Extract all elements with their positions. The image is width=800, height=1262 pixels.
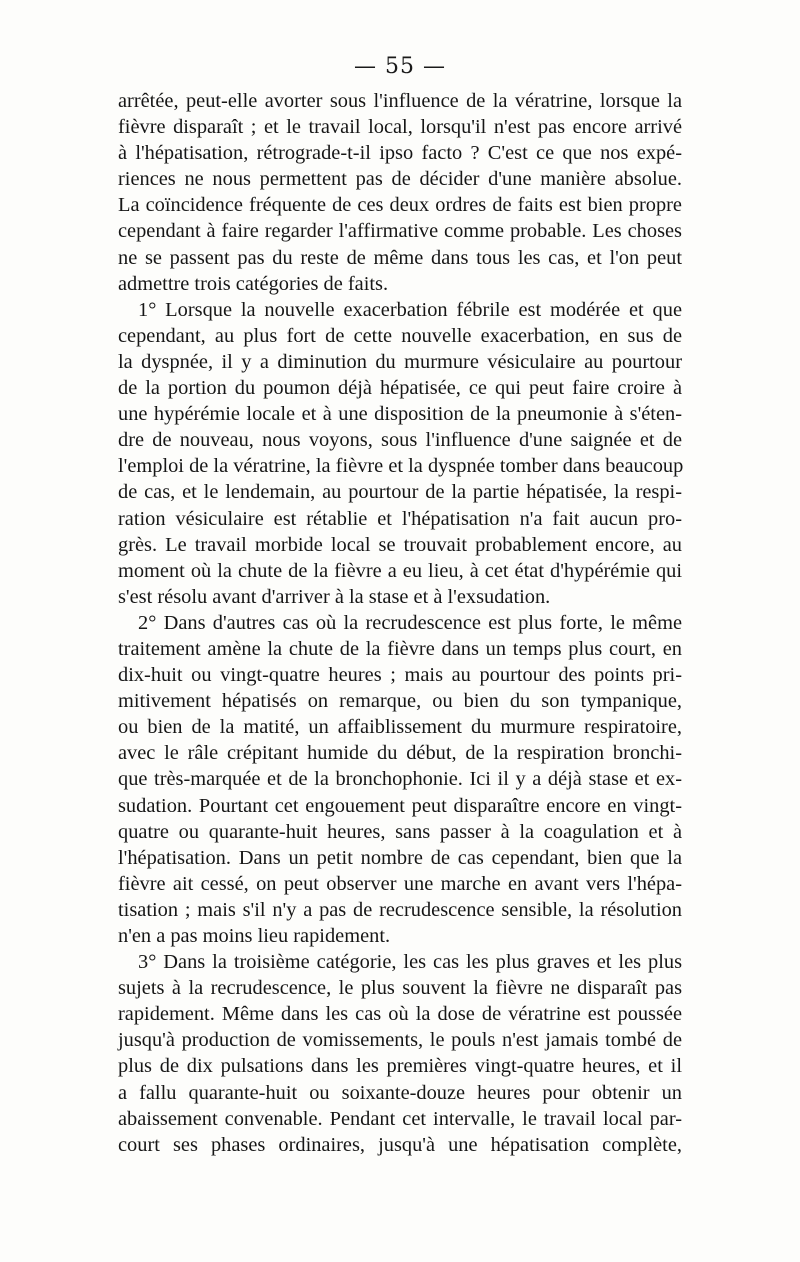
text-line: fièvre ait cessé, on peut observer une marche en avant vers l'hépa-	[118, 872, 682, 895]
text-line: cependant, au plus fort de cette nouvelle exacerbation, en sus de	[118, 324, 682, 347]
text-line: traitement amène la chute de la fièvre dans un temps plus court, en	[118, 637, 682, 660]
text-line: n'en a pas moins lieu rapidement.	[118, 925, 391, 947]
text-line: 1° Lorsque la nouvelle exacerbation fébrile est modérée et que	[138, 298, 682, 321]
text-line: tisation ; mais s'il n'y a pas de recrudescence sensible, la résolution	[118, 898, 682, 921]
text-line: s'est résolu avant d'arriver à la stase et à l'exsudation.	[118, 585, 551, 608]
text-line: ration vésiculaire est rétablie et l'hépatisation n'a fait aucun pro-	[118, 507, 682, 530]
text-line: court ses phases ordinaires, jusqu'à une hépatisation complète,	[118, 1133, 682, 1156]
text-line: arrêtée, peut-elle avorter sous l'influence de la vératrine, lorsque la	[118, 90, 682, 112]
text-line: que très-marquée et de la bronchophonie. Ici il y a déjà stase et ex-	[118, 768, 682, 791]
text-line: fièvre disparaît ; et le travail local, lorsqu'il n'est pas encore arrivé	[118, 116, 682, 139]
text-line: riences ne nous permettent pas de décider d'une manière absolue.	[118, 168, 682, 191]
text-line: sujets à la recrudescence, le plus souvent la fièvre ne disparaît pas	[118, 977, 682, 1000]
text-line: admettre trois catégories de faits.	[118, 272, 389, 295]
text-line: rapidement. Même dans les cas où la dose de vératrine est poussée	[118, 1003, 682, 1026]
text-line: mitivement hépatisés on remarque, ou bien du son tympanique,	[118, 690, 682, 713]
text-line: de la portion du poumon déjà hépatisée, ce qui peut faire croire à	[118, 377, 682, 400]
text-line: la dyspnée, il y a diminution du murmure vésiculaire au pourtour	[118, 350, 682, 373]
text-line: cependant à faire regarder l'affirmative comme probable. Les choses	[118, 220, 682, 243]
text-line: quatre ou quarante-huit heures, sans passer à la coagulation et à	[118, 820, 682, 843]
text-line: dix-huit ou vingt-quatre heures ; mais au pourtour des points pri-	[118, 664, 682, 687]
text-line: La coïncidence fréquente de ces deux ordres de faits est bien propre	[118, 194, 682, 217]
text-line: avec le râle crépitant humide du début, de la respiration bronchi-	[118, 742, 682, 765]
text-line: moment où la chute de la fièvre a eu lieu, à cet état d'hypérémie qui	[118, 559, 682, 582]
text-line: ou bien de la matité, un affaiblissement du murmure respiratoire,	[118, 716, 682, 739]
text-line: grès. Le travail morbide local se trouvait probablement encore, au	[118, 533, 682, 556]
text-line: 2° Dans d'autres cas où la recrudescence est plus forte, le même	[138, 611, 682, 634]
page-number: — 55 —	[354, 54, 446, 79]
text-line: jusqu'à production de vomissements, le pouls n'est jamais tombé de	[118, 1029, 682, 1052]
text-line: abaissement convenable. Pendant cet intervalle, le travail local par-	[118, 1107, 682, 1130]
text-line: sudation. Pourtant cet engouement peut disparaître encore en vingt-	[118, 794, 682, 817]
text-line: une hypérémie locale et à une disposition de la pneumonie à s'éten-	[118, 403, 682, 426]
text-line: à l'hépatisation, rétrograde-t-il ipso facto ? C'est ce que nos expé-	[118, 142, 682, 165]
text-line: plus de dix pulsations dans les premières vingt-quatre heures, et il	[118, 1055, 682, 1078]
text-line: de cas, et le lendemain, au pourtour de la partie hépatisée, la respi-	[118, 481, 682, 504]
text-line: dre de nouveau, nous voyons, sous l'influence d'une saignée et de	[118, 429, 682, 452]
text-line: 3° Dans la troisième catégorie, les cas les plus graves et les plus	[138, 951, 682, 974]
text-line: ne se passent pas du reste de même dans tous les cas, et l'on peut	[118, 246, 682, 269]
text-line: l'emploi de la vératrine, la fièvre et la dyspnée tomber dans beaucoup	[118, 455, 684, 478]
body-text	[118, 88, 682, 1158]
text-line: a fallu quarante-huit ou soixante-douze heures pour obtenir un	[118, 1081, 682, 1104]
text-line: l'hépatisation. Dans un petit nombre de cas cependant, bien que la	[118, 846, 682, 869]
